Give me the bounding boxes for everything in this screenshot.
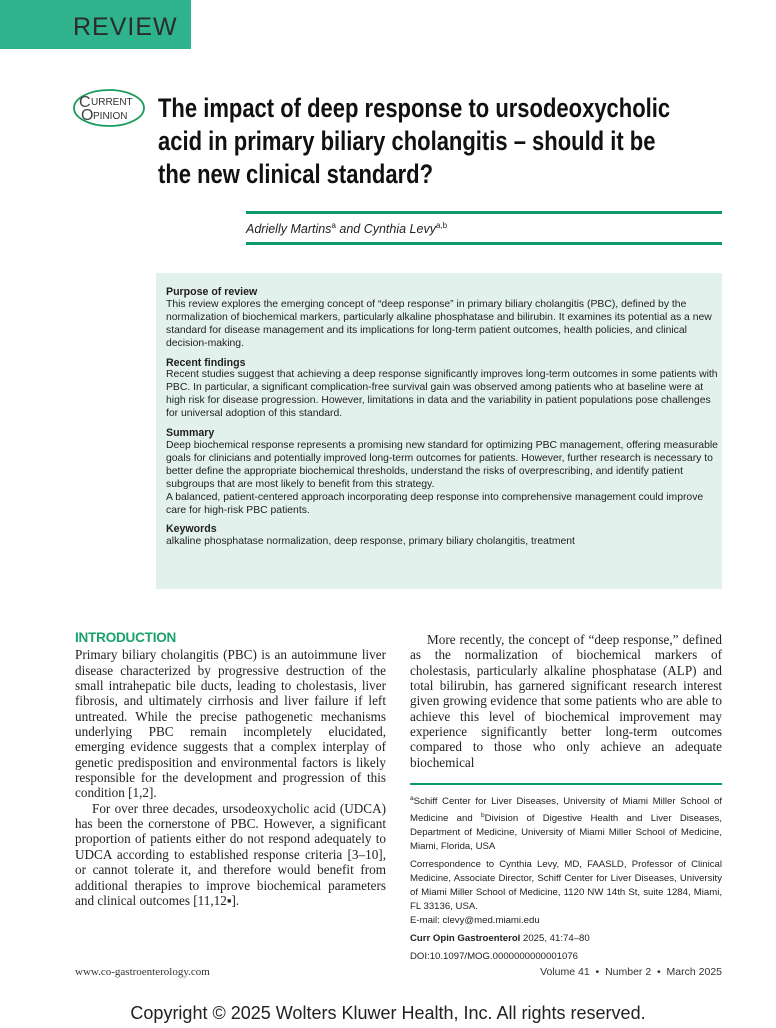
email-link[interactable]: E-mail: clevy@med.miami.edu [410, 915, 540, 927]
abstract-heading: Keywords [166, 523, 217, 536]
author-list [246, 221, 447, 236]
abstract-box [156, 273, 722, 589]
issue-number: Number 2 [605, 966, 652, 978]
bullet-separator: • [657, 966, 661, 978]
section-heading: INTRODUCTION [75, 630, 177, 645]
affiliations-block [410, 792, 722, 968]
abstract-text: A balanced, patient-centered approach incorporating deep response into comprehensive management could improve care for high-risk PBC patients. [166, 491, 704, 516]
volume: Volume 41 [540, 966, 590, 978]
abstract-text: This review explores the emerging concept of “deep response” in primary biliary cholangitis (PBC), defined by the normalization of biochemical markers, particularly alkaline phosphatase and bilirubin. It examines its potential as a new standard for disease management and its implications for long-term patient outcomes, health policies, and clinical decision-making. [166, 298, 712, 349]
left-column [75, 630, 386, 908]
citation [410, 932, 722, 946]
affiliation-text [410, 792, 722, 854]
doi-link[interactable]: DOI:10.1097/MOG.0000000000001076 [410, 951, 579, 963]
abstract-heading: Recent findings [166, 356, 246, 369]
abstract-text: Recent studies suggest that achieving a deep response significantly improves long-term outcomes in some patients with PBC. In particular, a significant complication-free survival gain was observed among patients who at baseline were at high risk for disease progression. However, limitations in data and the variability in patient populations pose challenges for universal adoption of this standard. [166, 369, 718, 420]
title-line: The impact of deep response to ursodeoxycholic [158, 93, 671, 123]
journal-website-link[interactable]: www.co-gastroenterology.com [75, 966, 210, 978]
author-rule-bottom [246, 242, 722, 245]
author-affil-marker: a [331, 221, 336, 230]
journal-name: Curr Opin Gastroenterol [410, 933, 521, 945]
keywords-text: alkaline phosphatase normalization, deep response, primary biliary cholangitis, treatment [166, 536, 575, 548]
affil-marker: a [410, 795, 414, 802]
logo-initial-o: O [81, 107, 94, 124]
author-affil-marker: a,b [435, 221, 448, 230]
current-opinion-logo [72, 88, 146, 128]
bullet-separator: • [595, 966, 600, 978]
logo-text-top: URRENT [91, 97, 133, 108]
abstract-text: Deep biochemical response represents a promising new standard for optimizing PBC management, offering measurable goals for clinicians and potentially improved long-term outcomes for patients. However, further research is necessary to better define the appropriate biochemical thresholds, understand the risks of overprescribing, and identify patient subgroups that are most likely to benefit from this strategy. [166, 439, 718, 490]
title-line: the new clinical standard? [158, 159, 434, 189]
body-paragraph: Primary biliary cholangitis (PBC) is an autoimmune liver disease characterized by progressive destruction of the small intrahepatic bile ducts, leading to cholestasis, liver fibrosis, and ultimately cirrhosis and liver failure if left untreated. While the precise pathogenetic mechanisms underlying PBC remain incompletely elucidated, emerging evidence suggests that a complex interplay of genetic predisposition and environmental factors is likely responsible for the development and progression of this condition [1,2]. [75, 647, 386, 801]
author-conjunction: and [335, 222, 364, 237]
affiliation-a: Schiff Center for Liver Diseases, University of Miami Miller School of Medicine and [410, 796, 722, 825]
title-line: acid in primary biliary cholangitis – should it be [158, 126, 656, 156]
body-paragraph: For over three decades, ursodeoxycholic acid (UDCA) has been the cornerstone of PBC. However, a significant proportion of patients either do not respond adequately to UDCA according to established response criteria [3–10], or cannot tolerate it, and therefore would benefit from additional therapies to improve biochemical parameters and clinical outcomes [11,12▪]. [75, 800, 386, 908]
affiliation-b: Division of Digestive Health and Liver Diseases, Department of Medicine, University of Miami Miller School of Medicine, Miami, Florida, USA [410, 813, 722, 853]
right-column [410, 632, 722, 770]
copyright-notice: Copyright © 2025 Wolters Kluwer Health, Inc. All rights reserved. [130, 1003, 646, 1023]
author-name: Cynthia Levy [363, 222, 436, 237]
issue-info [530, 966, 722, 978]
affil-marker: b [480, 812, 485, 820]
issue-date: March 2025 [666, 966, 722, 978]
author-rule-top [246, 211, 722, 214]
correspondence: Correspondence to Cynthia Levy, MD, FAASLD, Professor of Clinical Medicine, Associate Director, Schiff Center for Liver Diseases, University of Miami Miller School of Medicine, 1120 NW 14th St, suite 1284, Miami, FL 33136, USA. [410, 859, 722, 913]
section-tab [0, 0, 191, 49]
logo-text-bottom: PINION [93, 111, 128, 122]
article-title [158, 92, 671, 191]
author-name: Adrielly Martins [246, 222, 332, 237]
section-label: REVIEW [73, 13, 178, 41]
citation-details: 2025, 41:74–80 [520, 933, 590, 945]
body-paragraph: More recently, the concept of “deep response,” defined as the normalization of biochemical markers of cholestasis, particularly alkaline phosphatase (ALP) and total bilirubin, has garnered significant research interest given growing evidence that some patients who are able to achieve this level of biochemical improvement may experience significantly better long-term outcomes compared to those who only achieve an adequate biochemical [410, 632, 722, 770]
abstract-heading: Summary [166, 427, 215, 440]
affiliation-rule [410, 783, 722, 785]
abstract-heading: Purpose of review [166, 286, 258, 298]
logo-initial-c: C [79, 94, 91, 111]
